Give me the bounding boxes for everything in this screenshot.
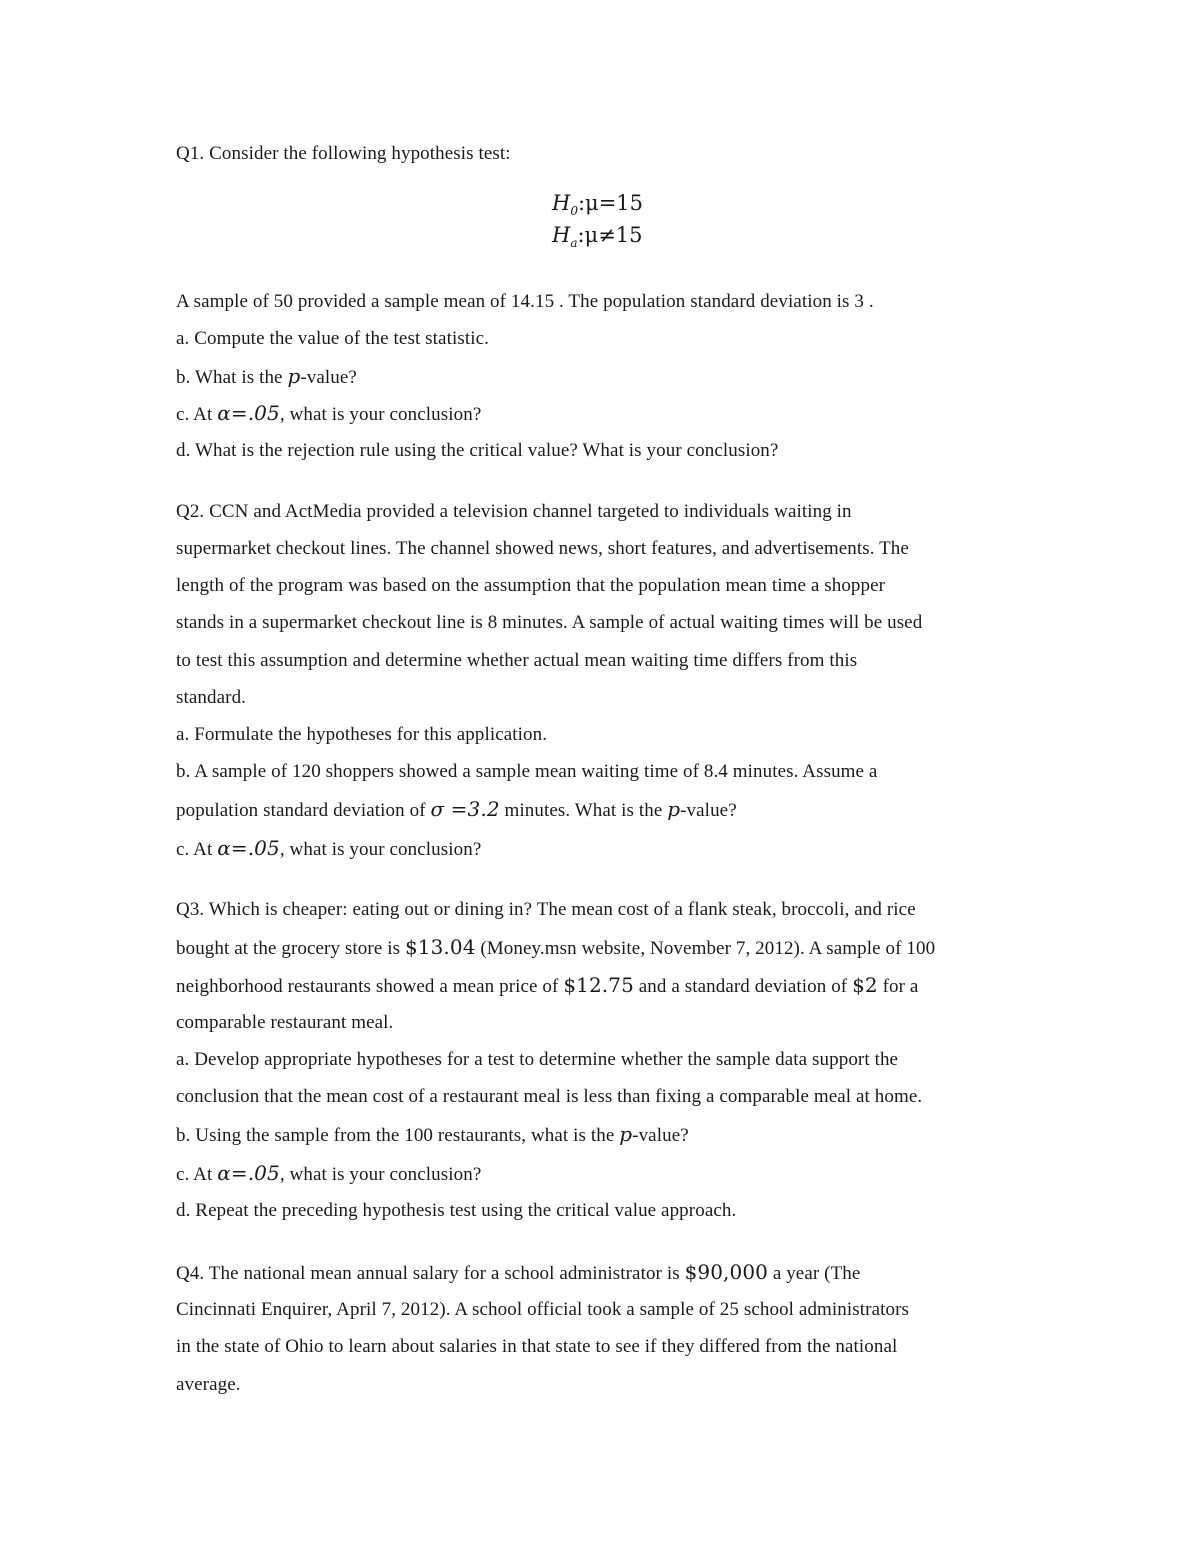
q2-b2-mid: minutes. What is the bbox=[499, 800, 668, 821]
q1-c-post: , what is your conclusion? bbox=[279, 404, 482, 425]
q1-part-d: d. What is the rejection rule using the critical value? What is your conclusion? bbox=[176, 440, 779, 461]
q1-b-var: p bbox=[287, 364, 301, 388]
q3-line-2 bbox=[176, 935, 935, 961]
q2-part-c bbox=[176, 836, 481, 862]
q2-b2-sigma: σ =3.2 bbox=[430, 797, 500, 821]
q1-c-pre: c. At bbox=[176, 404, 218, 425]
q1-null-hypothesis bbox=[552, 190, 643, 224]
q2-part-b-2 bbox=[176, 797, 737, 823]
q3-restaurant-mean: $12.75 bbox=[563, 973, 634, 997]
q2-part-a: a. Formulate the hypotheses for this application. bbox=[176, 724, 548, 745]
ha-symbol: H bbox=[552, 223, 571, 247]
q2-line-3: length of the program was based on the assumption that the population mean time a shopper bbox=[176, 575, 886, 596]
q3-l2-pre: bought at the grocery store is bbox=[176, 938, 405, 959]
q4-l1-post: a year (The bbox=[767, 1263, 861, 1284]
q2-line-2: supermarket checkout lines. The channel showed news, short features, and advertisements. The bbox=[176, 538, 909, 559]
q2-b2-var: p bbox=[667, 797, 681, 821]
h0-symbol: H bbox=[552, 191, 571, 215]
q4-line-1 bbox=[176, 1260, 860, 1286]
q1-part-a: a. Compute the value of the test statistic. bbox=[176, 328, 489, 349]
q3-part-d: d. Repeat the preceding hypothesis test using the critical value approach. bbox=[176, 1200, 737, 1221]
q2-line-5: to test this assumption and determine whether actual mean waiting time differs from this bbox=[176, 650, 858, 671]
q3-l3-post: for a bbox=[877, 976, 919, 997]
q3-line-4: comparable restaurant meal. bbox=[176, 1012, 394, 1033]
q1-intro: Q1. Consider the following hypothesis test: bbox=[176, 143, 511, 164]
q4-l1-pre: Q4. The national mean annual salary for a school administrator is bbox=[176, 1263, 685, 1284]
q1-b-post: -value? bbox=[300, 367, 357, 388]
q3-line-1: Q3. Which is cheaper: eating out or dining in? The mean cost of a flank steak, broccoli, and rice bbox=[176, 899, 916, 920]
q2-line-6: standard. bbox=[176, 687, 247, 708]
h0-subscript: 0 bbox=[570, 204, 578, 219]
q3-part-c bbox=[176, 1161, 481, 1187]
q2-line-4: stands in a supermarket checkout line is 8 minutes. A sample of actual waiting times will be used bbox=[176, 612, 923, 633]
q3-grocery-cost: $13.04 bbox=[404, 935, 476, 959]
q3-restaurant-sd: $2 bbox=[852, 973, 878, 997]
q3-c-alpha: α=.05 bbox=[217, 1161, 280, 1185]
q3-b-var: p bbox=[619, 1122, 633, 1146]
q3-l3-mid: and a standard deviation of bbox=[633, 976, 853, 997]
q1-part-c bbox=[176, 401, 481, 427]
q1-part-b bbox=[176, 364, 357, 390]
q1-alternative-hypothesis bbox=[552, 222, 643, 256]
ha-subscript: a bbox=[570, 236, 578, 251]
q3-part-a-1: a. Develop appropriate hypotheses for a test to determine whether the sample data support the bbox=[176, 1049, 899, 1070]
q3-c-post: , what is your conclusion? bbox=[279, 1164, 482, 1185]
q1-sample: A sample of 50 provided a sample mean of 14.15 . The population standard deviation is 3 . bbox=[176, 291, 874, 312]
q2-c-pre: c. At bbox=[176, 839, 218, 860]
q1-b-pre: b. What is the bbox=[176, 367, 288, 388]
q2-part-b-1: b. A sample of 120 shoppers showed a sample mean waiting time of 8.4 minutes. Assume a bbox=[176, 761, 878, 782]
q2-c-alpha: α=.05 bbox=[217, 836, 280, 860]
q3-l3-pre: neighborhood restaurants showed a mean price of bbox=[176, 976, 564, 997]
q1-c-alpha: α=.05 bbox=[217, 401, 280, 425]
q3-part-b bbox=[176, 1122, 689, 1148]
q3-c-pre: c. At bbox=[176, 1164, 218, 1185]
q3-line-3 bbox=[176, 973, 918, 999]
q3-b-post: -value? bbox=[632, 1125, 689, 1146]
ha-rest: :μ≠15 bbox=[577, 223, 643, 247]
q2-line-1: Q2. CCN and ActMedia provided a television channel targeted to individuals waiting in bbox=[176, 501, 852, 522]
q3-l2-post: (Money.msn website, November 7, 2012). A sample of 100 bbox=[475, 938, 936, 959]
q4-line-4: average. bbox=[176, 1374, 241, 1395]
q2-c-post: , what is your conclusion? bbox=[279, 839, 482, 860]
q4-line-2: Cincinnati Enquirer, April 7, 2012). A school official took a sample of 25 school administrators bbox=[176, 1299, 910, 1320]
h0-rest: :μ=15 bbox=[577, 191, 644, 215]
q3-b-pre: b. Using the sample from the 100 restaurants, what is the bbox=[176, 1125, 620, 1146]
q2-b2-post: -value? bbox=[680, 800, 737, 821]
q2-b2-pre: population standard deviation of bbox=[176, 800, 431, 821]
q4-line-3: in the state of Ohio to learn about salaries in that state to see if they differed from the national bbox=[176, 1336, 898, 1357]
q3-part-a-2: conclusion that the mean cost of a restaurant meal is less than fixing a comparable meal at home. bbox=[176, 1086, 923, 1107]
q4-salary: $90,000 bbox=[684, 1260, 768, 1284]
